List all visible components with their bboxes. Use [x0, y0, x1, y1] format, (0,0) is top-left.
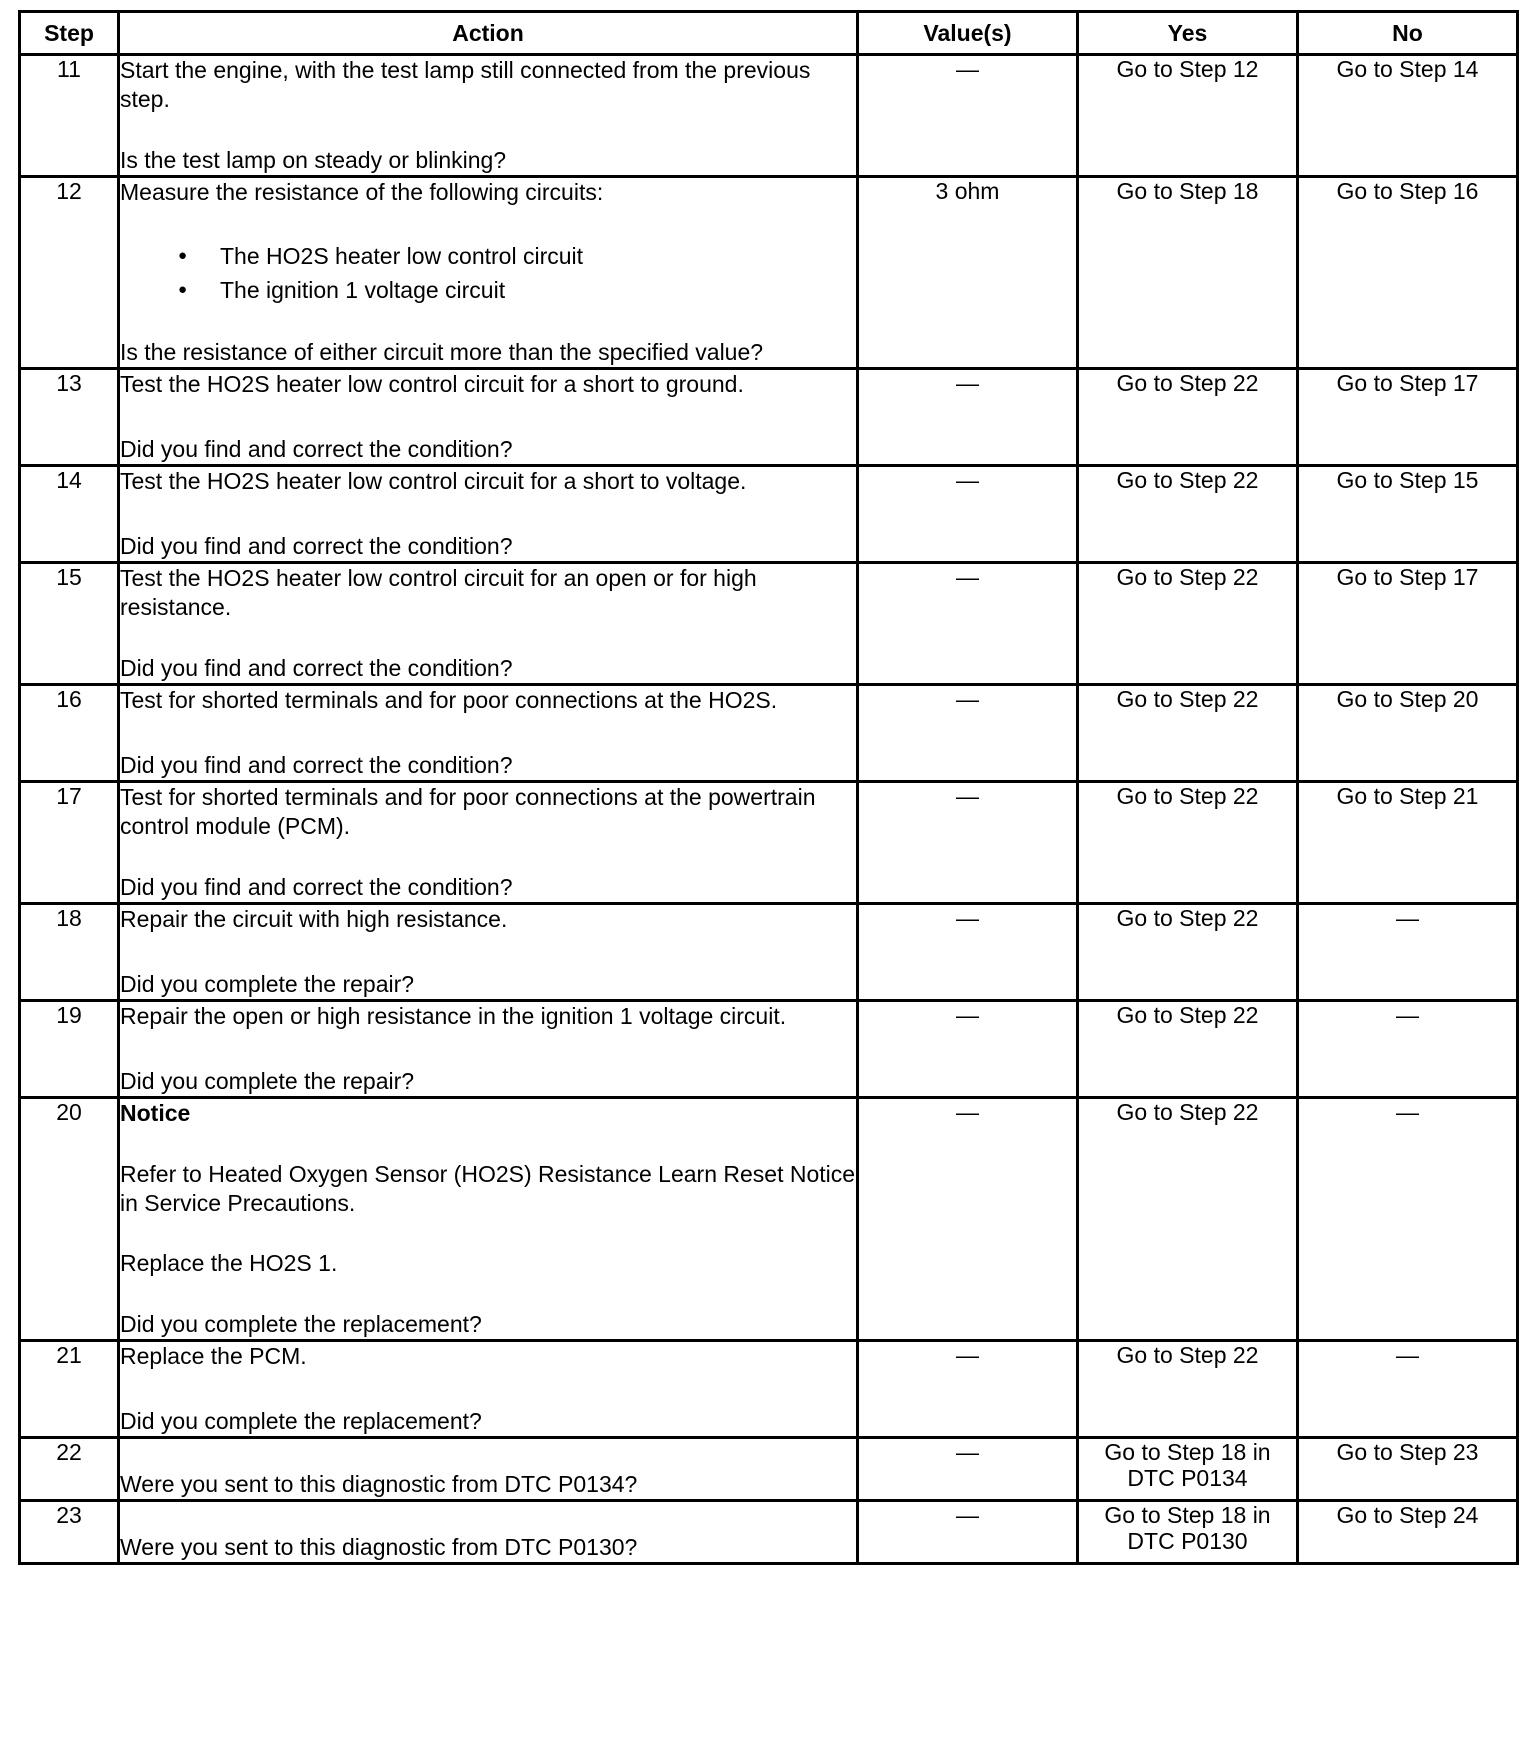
value-cell: — [858, 904, 1078, 1001]
action-text: Repair the open or high resistance in the ignition 1 voltage circuit. [120, 1003, 787, 1029]
no-outcome: Go to Step 21 [1336, 783, 1479, 809]
value-cell: — [858, 685, 1078, 782]
no-outcome: Go to Step 23 [1336, 1439, 1479, 1465]
step-number: 15 [20, 563, 119, 685]
action-text: Test the HO2S heater low control circuit for an open or for high resistance. [120, 565, 757, 620]
no-cell [1298, 1501, 1518, 1564]
value-cell: — [858, 1341, 1078, 1438]
no-outcome: Go to Step 16 [1336, 178, 1479, 204]
yes-cell [1078, 1438, 1298, 1501]
action-text: Test for shorted terminals and for poor connections at the powertrain control module (PCM). [120, 784, 816, 839]
no-outcome: Go to Step 17 [1336, 564, 1479, 590]
yes-outcome: Go to Step 22 [1116, 1002, 1259, 1028]
step-number: 18 [20, 904, 119, 1001]
yes-outcome: Go to Step 12 [1116, 56, 1259, 82]
action-cell [119, 1001, 858, 1098]
yes-cell [1078, 466, 1298, 563]
question-text: Did you complete the replacement? [120, 1408, 482, 1434]
no-cell [1298, 466, 1518, 563]
yes-cell [1078, 1098, 1298, 1341]
yes-cell [1078, 55, 1298, 177]
table-row [20, 369, 1518, 466]
value-cell: — [858, 1501, 1078, 1564]
question-text: Did you find and correct the condition? [120, 436, 513, 462]
no-cell [1298, 782, 1518, 904]
no-cell [1298, 1098, 1518, 1341]
step-number: 16 [20, 685, 119, 782]
action-text: Repair the circuit with high resistance. [120, 906, 508, 932]
no-cell [1298, 177, 1518, 369]
no-cell [1298, 685, 1518, 782]
question-text: Did you find and correct the condition? [120, 655, 513, 681]
no-cell [1298, 1341, 1518, 1438]
yes-outcome [1079, 1502, 1296, 1558]
yes-outcome: Go to Step 22 [1116, 1342, 1259, 1368]
table-row [20, 782, 1518, 904]
list-item: ● The ignition 1 voltage circuit [178, 273, 856, 307]
yes-cell [1078, 685, 1298, 782]
step-number: 12 [20, 177, 119, 369]
table-row [20, 55, 1518, 177]
no-outcome: — [1396, 1002, 1419, 1028]
step-number: 11 [20, 55, 119, 177]
question-text: Did you find and correct the condition? [120, 752, 513, 778]
value-cell: — [858, 563, 1078, 685]
header-values: Value(s) [858, 12, 1078, 55]
action-cell [119, 55, 858, 177]
yes-cell [1078, 177, 1298, 369]
value-cell: — [858, 782, 1078, 904]
yes-outcome: Go to Step 22 [1116, 686, 1259, 712]
no-cell [1298, 369, 1518, 466]
action-text: Test the HO2S heater low control circuit for a short to voltage. [120, 468, 747, 494]
value-cell: — [858, 466, 1078, 563]
yes-outcome: Go to Step 22 [1116, 783, 1259, 809]
yes-outcome: Go to Step 22 [1116, 1099, 1259, 1125]
action-cell [119, 1341, 858, 1438]
yes-cell [1078, 782, 1298, 904]
yes-cell [1078, 904, 1298, 1001]
action-cell [119, 177, 858, 369]
yes-cell [1078, 1501, 1298, 1564]
table-row [20, 685, 1518, 782]
yes-outcome-line: DTC P0130 [1127, 1528, 1248, 1554]
step-number: 19 [20, 1001, 119, 1098]
no-outcome: — [1396, 905, 1419, 931]
circuit-list [120, 239, 856, 307]
action-cell [119, 904, 858, 1001]
notice-label: Notice [120, 1100, 191, 1126]
value-cell: — [858, 1098, 1078, 1341]
header-yes: Yes [1078, 12, 1298, 55]
step-number: 13 [20, 369, 119, 466]
question-text: Did you find and correct the condition? [120, 533, 513, 559]
yes-outcome-line: Go to Step 18 in [1104, 1439, 1271, 1465]
action-text: Refer to Heated Oxygen Sensor (HO2S) Resistance Learn Reset Notice in Service Precautions. [120, 1160, 856, 1216]
yes-outcome-line: DTC P0134 [1127, 1465, 1248, 1491]
no-outcome: Go to Step 15 [1336, 467, 1479, 493]
no-cell [1298, 1001, 1518, 1098]
yes-cell [1078, 1341, 1298, 1438]
action-cell [119, 1098, 858, 1341]
no-cell [1298, 904, 1518, 1001]
step-number: 20 [20, 1098, 119, 1341]
action-cell [119, 466, 858, 563]
value-cell: — [858, 55, 1078, 177]
action-cell [119, 1501, 858, 1564]
no-outcome: Go to Step 20 [1336, 686, 1479, 712]
table-row [20, 1098, 1518, 1341]
no-cell [1298, 563, 1518, 685]
table-row [20, 1501, 1518, 1564]
table-row [20, 466, 1518, 563]
question-text: Is the resistance of either circuit more than the specified value? [120, 339, 764, 365]
value-cell: — [858, 369, 1078, 466]
yes-outcome: Go to Step 22 [1116, 370, 1259, 396]
yes-cell [1078, 1001, 1298, 1098]
table-row [20, 904, 1518, 1001]
question-text: Were you sent to this diagnostic from DTC P0134? [120, 1471, 638, 1497]
table-row [20, 1341, 1518, 1438]
no-outcome: — [1396, 1099, 1419, 1125]
yes-outcome [1079, 1439, 1296, 1495]
action-text: Test for shorted terminals and for poor connections at the HO2S. [120, 687, 778, 713]
yes-outcome-line: Go to Step 18 in [1104, 1502, 1271, 1528]
no-cell [1298, 1438, 1518, 1501]
step-number: 17 [20, 782, 119, 904]
yes-cell [1078, 369, 1298, 466]
step-number: 21 [20, 1341, 119, 1438]
table-row [20, 563, 1518, 685]
no-outcome: — [1396, 1342, 1419, 1368]
question-text: Did you find and correct the condition? [120, 874, 513, 900]
value-cell: — [858, 1001, 1078, 1098]
step-number: 14 [20, 466, 119, 563]
list-item: ● The HO2S heater low control circuit [178, 239, 856, 273]
step-number: 22 [20, 1438, 119, 1501]
action-text: Measure the resistance of the following circuits: [120, 179, 604, 205]
table-row [20, 177, 1518, 369]
yes-outcome: Go to Step 22 [1116, 564, 1259, 590]
action-cell [119, 1438, 858, 1501]
action-cell [119, 563, 858, 685]
step-number: 23 [20, 1501, 119, 1564]
question-text: Is the test lamp on steady or blinking? [120, 147, 507, 173]
yes-outcome: Go to Step 18 [1116, 178, 1259, 204]
question-text: Did you complete the repair? [120, 1068, 415, 1094]
no-outcome: Go to Step 14 [1336, 56, 1479, 82]
action-text: Replace the PCM. [120, 1343, 307, 1369]
header-row [20, 12, 1518, 55]
table-row [20, 1001, 1518, 1098]
value-cell: — [858, 1438, 1078, 1501]
diagnostic-table [18, 10, 1519, 1565]
action-text: Start the engine, with the test lamp still connected from the previous step. [120, 57, 811, 112]
action-cell [119, 782, 858, 904]
header-no: No [1298, 12, 1518, 55]
header-action: Action [119, 12, 858, 55]
action-text: Replace the HO2S 1. [120, 1250, 338, 1277]
no-outcome: Go to Step 17 [1336, 370, 1479, 396]
action-cell [119, 369, 858, 466]
question-text: Did you complete the replacement? [120, 1311, 482, 1338]
yes-outcome: Go to Step 22 [1116, 905, 1259, 931]
table-row [20, 1438, 1518, 1501]
action-text: Test the HO2S heater low control circuit for a short to ground. [120, 371, 744, 397]
question-text: Were you sent to this diagnostic from DTC P0130? [120, 1534, 638, 1560]
yes-outcome: Go to Step 22 [1116, 467, 1259, 493]
value-cell: 3 ohm [858, 177, 1078, 369]
table-body [20, 55, 1518, 1564]
action-cell [119, 685, 858, 782]
question-text: Did you complete the repair? [120, 971, 415, 997]
yes-cell [1078, 563, 1298, 685]
header-step: Step [20, 12, 119, 55]
no-outcome: Go to Step 24 [1336, 1502, 1479, 1528]
no-cell [1298, 55, 1518, 177]
